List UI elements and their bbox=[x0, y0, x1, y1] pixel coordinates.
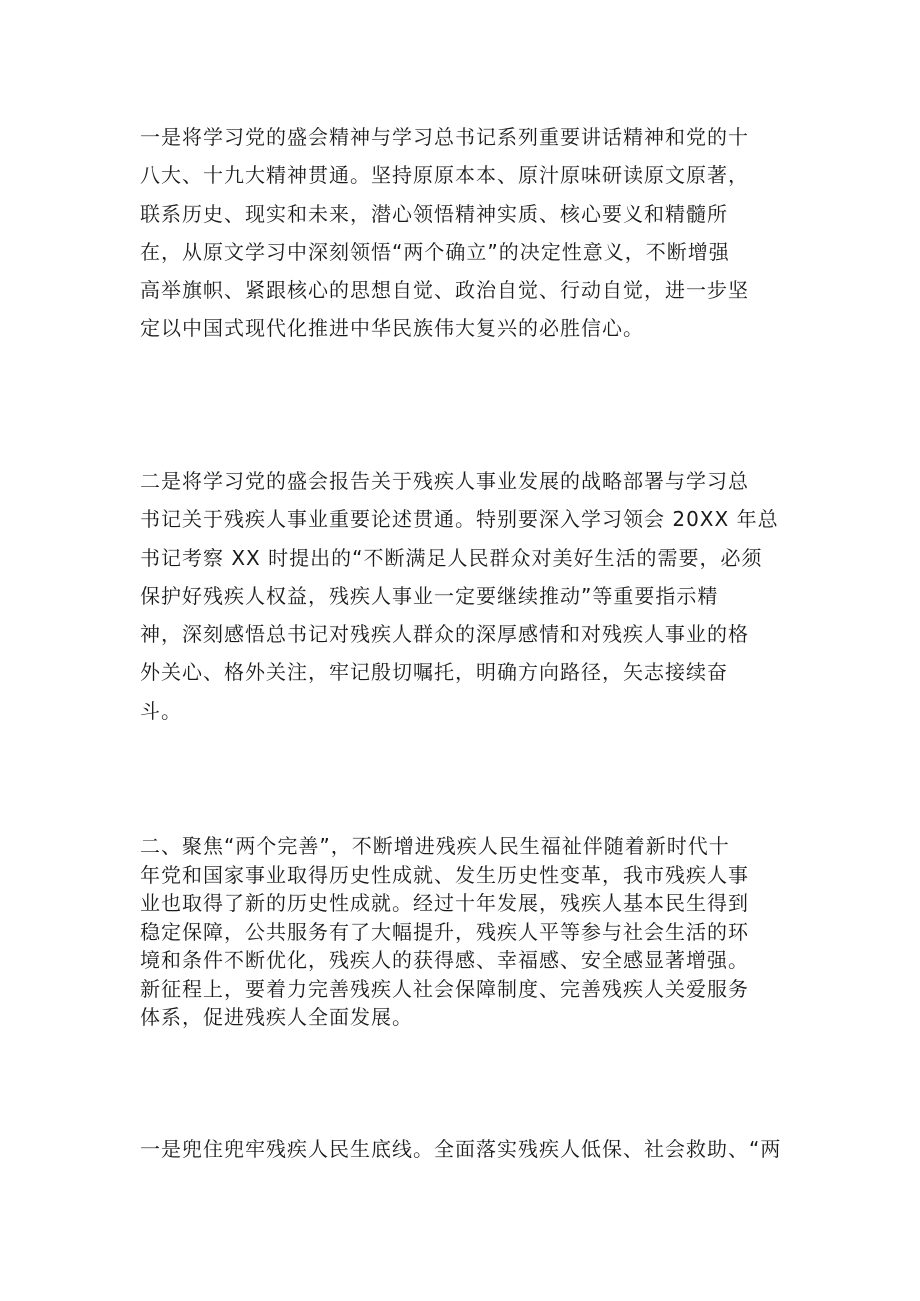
paragraph-1 bbox=[140, 118, 790, 348]
text-line: 神，深刻感悟总书记对残疾人群众的深厚感情和对残疾人事业的格 bbox=[140, 622, 749, 647]
text-line: 八大、十九大精神贯通。坚持原原本本、原汁原味研读原文原著， bbox=[140, 163, 749, 188]
text-line: 年党和国家事业取得历史性成就、发生历史性变革，我市残疾人事 bbox=[140, 862, 749, 887]
text-line: 稳定保障，公共服务有了大幅提升，残疾人平等参与社会生活的环 bbox=[140, 919, 749, 944]
paragraph-2 bbox=[140, 462, 790, 730]
text-line: 一是兜住兜牢残疾人民生底线。全面落实残疾人低保、社会救助、“两 bbox=[140, 1137, 782, 1161]
text-line: 书记考察 XX 时提出的“不断满足人民群众对美好生活的需要，必须 bbox=[140, 545, 763, 570]
text-line: 外关心、格外关注，牢记殷切嘱托，明确方向路径，矢志接续奋 bbox=[140, 660, 728, 685]
paragraph-3 bbox=[140, 832, 790, 1032]
text-line: 二是将学习党的盛会报告关于残疾人事业发展的战略部署与学习总 bbox=[140, 469, 749, 493]
text-line: 书记关于残疾人事业重要论述贯通。特别要深入学习领会 20XX 年总 bbox=[140, 507, 779, 532]
text-line: 斗。 bbox=[140, 698, 182, 723]
text-line: 新征程上，要着力完善残疾人社会保障制度、完善残疾人关爱服务 bbox=[140, 976, 749, 1001]
text-line: 定以中国式现代化推进中华民族伟大复兴的必胜信心。 bbox=[140, 316, 644, 341]
text-line: 体系，促进残疾人全面发展。 bbox=[140, 1005, 413, 1029]
text-line: 在，从原文学习中深刻领悟“两个确立”的决定性意义，不断增强 bbox=[140, 239, 730, 264]
text-line: 保护好残疾人权益，残疾人事业一定要继续推动”等重要指示精 bbox=[140, 583, 719, 608]
text-line: 联系历史、现实和未来，潜心领悟精神实质、核心要义和精髓所 bbox=[140, 201, 728, 226]
text-line: 境和条件不断优化，残疾人的获得感、幸福感、安全感显著增强。 bbox=[140, 948, 749, 972]
text-line: 一是将学习党的盛会精神与学习总书记系列重要讲话精神和党的十 bbox=[140, 125, 749, 149]
paragraph-4 bbox=[140, 1134, 790, 1164]
text-line: 二、聚焦“两个完善”，不断增进残疾人民生福祉伴随着新时代十 bbox=[140, 834, 730, 858]
text-line: 业也取得了新的历史性成就。经过十年发展，残疾人基本民生得到 bbox=[140, 891, 749, 915]
text-line: 高举旗帜、紧跟核心的思想自觉、政治自觉、行动自觉，进一步坚 bbox=[140, 278, 749, 303]
